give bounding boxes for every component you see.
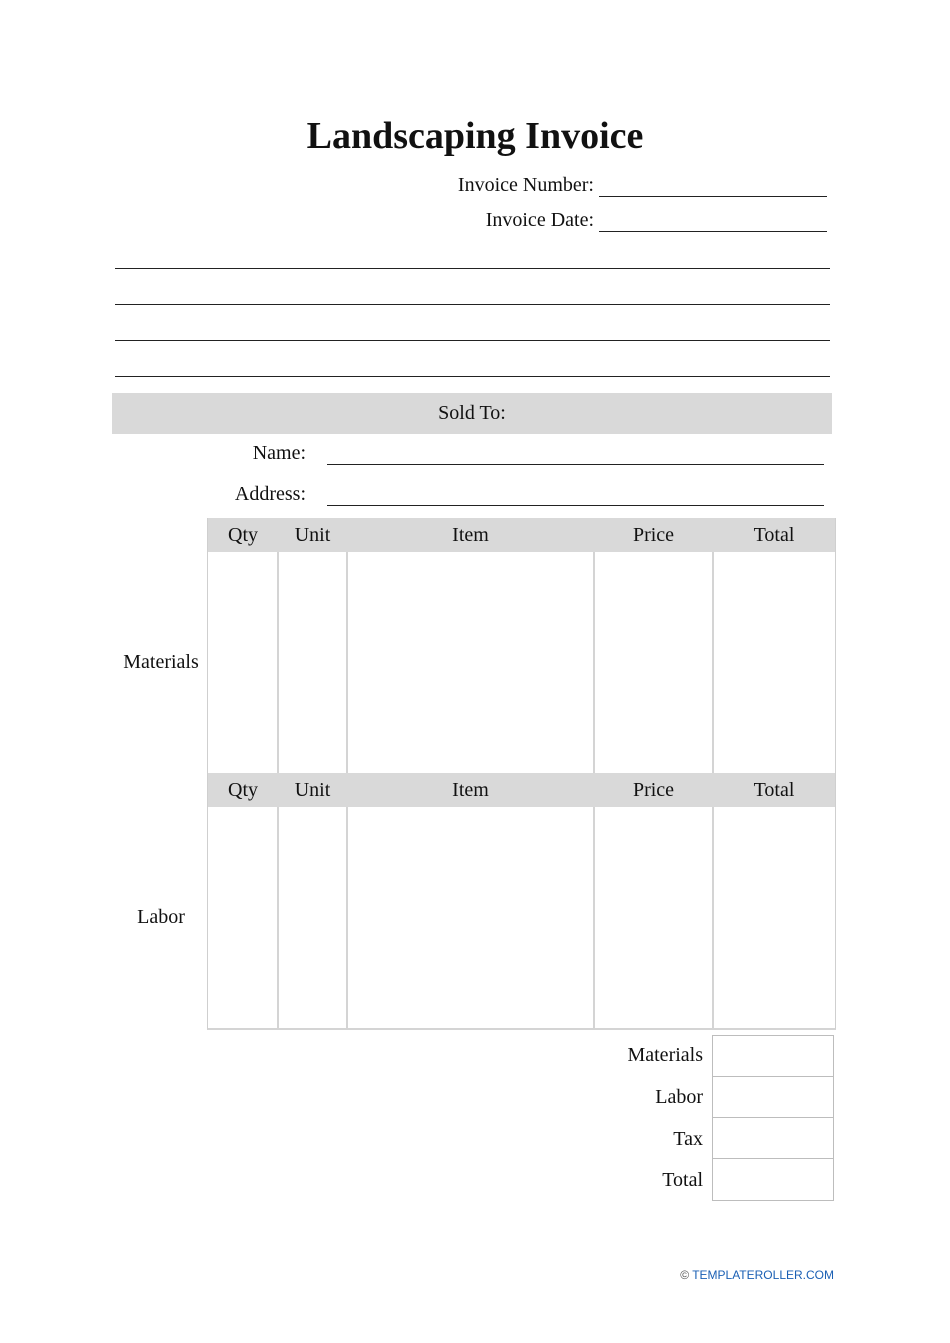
col-item: Item bbox=[452, 524, 489, 546]
price-cell[interactable] bbox=[594, 807, 713, 1028]
summary-labor-field[interactable] bbox=[712, 1076, 834, 1119]
unit-cell[interactable] bbox=[278, 552, 347, 773]
col-unit: Unit bbox=[294, 524, 331, 546]
invoice-number-label: Invoice Number: bbox=[457, 174, 594, 196]
col-total: Total bbox=[753, 779, 795, 801]
item-cell[interactable] bbox=[347, 552, 594, 773]
invoice-date-label: Invoice Date: bbox=[485, 209, 594, 231]
sold-to-label: Sold To: bbox=[438, 402, 506, 424]
summary-materials-field[interactable] bbox=[712, 1035, 834, 1078]
name-field[interactable] bbox=[327, 464, 824, 465]
invoice-date-field[interactable] bbox=[599, 231, 827, 232]
col-unit: Unit bbox=[294, 779, 331, 801]
footer bbox=[680, 1268, 834, 1282]
materials-section-label: Materials bbox=[123, 651, 199, 673]
qty-cell[interactable] bbox=[208, 552, 278, 773]
col-qty: Qty bbox=[228, 524, 258, 546]
invoice-number-field[interactable] bbox=[599, 196, 827, 197]
qty-cell[interactable] bbox=[208, 807, 278, 1028]
blank-line[interactable] bbox=[115, 376, 830, 377]
brand-link[interactable]: TEMPLATEROLLER.COM bbox=[692, 1268, 834, 1282]
col-total: Total bbox=[753, 524, 795, 546]
blank-line[interactable] bbox=[115, 340, 830, 341]
labor-table bbox=[207, 773, 836, 1030]
col-price: Price bbox=[632, 779, 675, 801]
materials-table bbox=[207, 518, 836, 773]
total-cell[interactable] bbox=[713, 552, 835, 773]
blank-line[interactable] bbox=[115, 304, 830, 305]
summary-tax-label: Tax bbox=[673, 1128, 703, 1150]
unit-cell[interactable] bbox=[278, 807, 347, 1028]
blank-line[interactable] bbox=[115, 268, 830, 269]
page-title: Landscaping Invoice bbox=[306, 115, 644, 157]
col-qty: Qty bbox=[228, 779, 258, 801]
address-label: Address: bbox=[234, 483, 306, 505]
name-label: Name: bbox=[252, 442, 306, 464]
labor-section-label: Labor bbox=[137, 906, 185, 928]
sold-to-band bbox=[112, 393, 832, 434]
address-field[interactable] bbox=[327, 505, 824, 506]
summary-materials-label: Materials bbox=[627, 1044, 703, 1066]
col-item: Item bbox=[452, 779, 489, 801]
price-cell[interactable] bbox=[594, 552, 713, 773]
summary-total-field[interactable] bbox=[712, 1158, 834, 1201]
copyright-symbol: © bbox=[680, 1268, 690, 1282]
item-cell[interactable] bbox=[347, 807, 594, 1028]
total-cell[interactable] bbox=[713, 807, 835, 1028]
summary-labor-label: Labor bbox=[655, 1086, 703, 1108]
summary-tax-field[interactable] bbox=[712, 1117, 834, 1160]
summary-total-label: Total bbox=[662, 1169, 703, 1191]
col-price: Price bbox=[632, 524, 675, 546]
